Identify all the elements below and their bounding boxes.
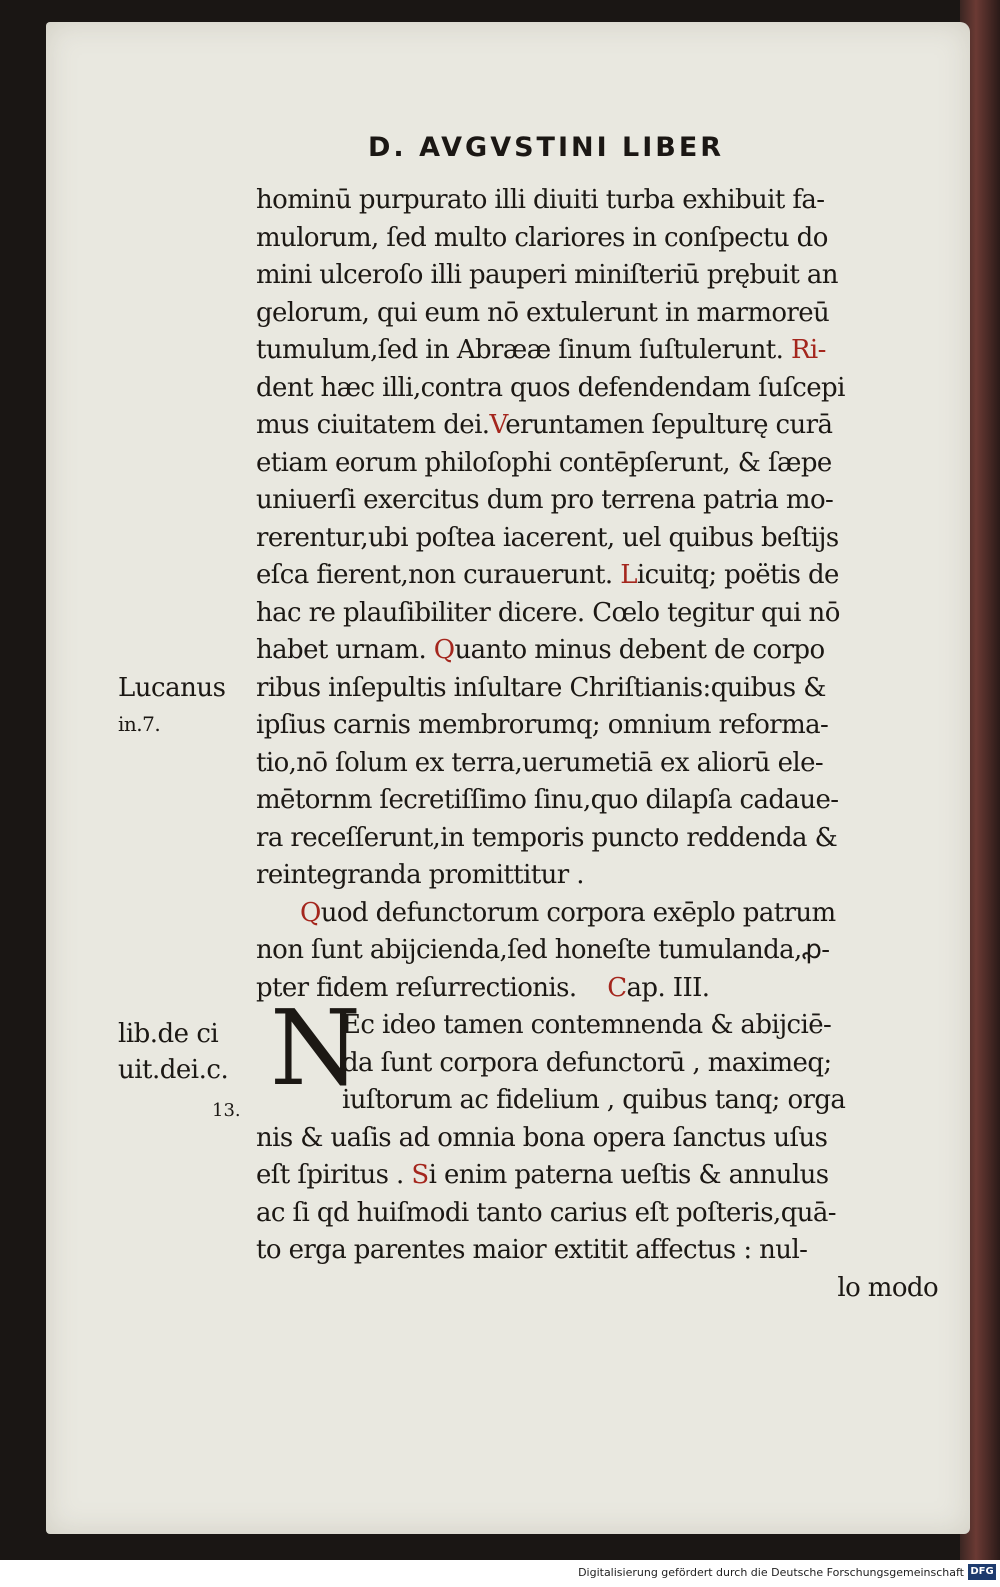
text-line: iuſtorum ac fidelium , quibus tanq; orga — [342, 1085, 846, 1115]
text-line: hac re plauſibiliter dicere. Cœlo tegitur qui nō — [256, 597, 840, 628]
margin-note-line: Lucanus — [118, 673, 226, 703]
text-line: rerentur,ubi poſtea iacerent, uel quibus beſtijs — [256, 522, 839, 553]
margin-note-line: uit.dei.c. — [118, 1055, 229, 1085]
margin-note-line: 13. — [212, 1100, 241, 1121]
chapter-number: ap. III. — [626, 972, 710, 1003]
text-line: hominū purpurato illi diuiti turba exhibuit fa- — [256, 185, 825, 215]
footer-bar — [0, 1560, 1000, 1587]
rubric-initial: S — [411, 1160, 429, 1190]
text-line: mētornm ſecretiſſimo ſinu,quo dilapſa cadaue- — [256, 785, 839, 815]
text-line: ipſius carnis membrorumq; omnium reforma- — [256, 710, 829, 740]
dfg-logo: DFG — [968, 1564, 996, 1580]
text-line: uniuerſi exercitus dum pro terrena patria mo- — [256, 485, 834, 515]
chapter-heading-line: non ſunt abijcienda,ſed honeſte tumulanda,ꝓ- — [256, 935, 830, 965]
text-line: ra receſſerunt,in temporis puncto reddenda & — [256, 822, 838, 853]
drop-cap-initial: N — [270, 987, 361, 1109]
text-segment: pter fidem reſurrectionis. — [256, 972, 577, 1003]
text-segment: habet urnam. — [256, 635, 434, 665]
catchword: lo modo — [837, 1272, 938, 1303]
text-line: da ſunt corpora defunctorū , maximeq; — [342, 1047, 832, 1078]
rubric-initial: C — [607, 972, 627, 1003]
main-text-block — [256, 182, 956, 1307]
text-segment: eſca fierent,non curauerunt. — [256, 560, 621, 590]
margin-note-line: lib.de ci — [118, 1019, 219, 1049]
margin-note-line: in.7. — [118, 712, 161, 736]
rubric-initial: Ri- — [790, 335, 826, 365]
text-segment: icuitq; poëtis de — [636, 560, 839, 590]
text-line: ribus inſepultis inſultare Chriſtianis:quibus & — [256, 672, 826, 703]
margin-note-civitate-dei — [118, 1016, 228, 1088]
text-line — [256, 407, 956, 445]
text-segment: eſt ſpiritus . — [256, 1160, 412, 1190]
text-line: mulorum, ſed multo clariores in conſpectu do — [256, 222, 828, 253]
text-segment: tumulum,ſed in Abrææ ſinum ſuſtulerunt. — [256, 335, 791, 365]
text-line: mini ulceroſo illi pauperi miniſteriū prębuit an — [256, 260, 838, 290]
text-segment: uanto minus debent de corpo — [454, 635, 825, 665]
text-segment: mus ciuitatem dei. — [256, 410, 490, 440]
text-line: ac ſi qd huiſmodi tanto carius eſt poſteris,quā- — [256, 1197, 836, 1228]
text-segment: eruntamen ſepulturę curā — [505, 410, 833, 440]
text-line: reintegranda promittitur . — [256, 860, 584, 890]
rubric-initial: Q — [300, 897, 321, 928]
text-line: nis & uaſis ad omnia bona opera ſanctus uſus — [256, 1122, 828, 1153]
text-segment: uod defunctorum corpora exēplo patrum — [320, 897, 836, 928]
text-line — [256, 557, 956, 595]
text-segment: i enim paterna ueſtis & annulus — [428, 1160, 829, 1190]
text-line: gelorum, qui eum nō extulerunt in marmoreū — [256, 297, 830, 328]
margin-note-lucanus — [118, 670, 225, 742]
running-title: D. AVGVSTINI LIBER — [368, 132, 725, 163]
rubric-initial: V — [489, 410, 506, 440]
text-line: etiam eorum philoſophi contēpſerunt, & ſæpe — [256, 447, 832, 478]
text-line — [256, 632, 956, 670]
rubric-initial: Q — [433, 635, 455, 665]
rubric-initial: L — [620, 560, 637, 590]
funding-credit: Digitalisierung gefördert durch die Deutsche Forschungsgemeinschaft — [578, 1566, 964, 1579]
text-line: tio,nō ſolum ex terra,uerumetiā ex aliorū ele- — [256, 747, 824, 778]
chapter-heading-line — [256, 970, 956, 1008]
text-line: dent hæc illi,contra quos defendendam ſuſcepi — [256, 372, 845, 403]
text-line: to erga parentes maior extitit affectus : nul- — [256, 1235, 808, 1265]
chapter-heading-line — [256, 895, 956, 933]
text-line — [256, 1157, 956, 1195]
text-line — [256, 332, 956, 370]
text-line: Ec ideo tamen contemnenda & abijciē- — [342, 1010, 832, 1040]
